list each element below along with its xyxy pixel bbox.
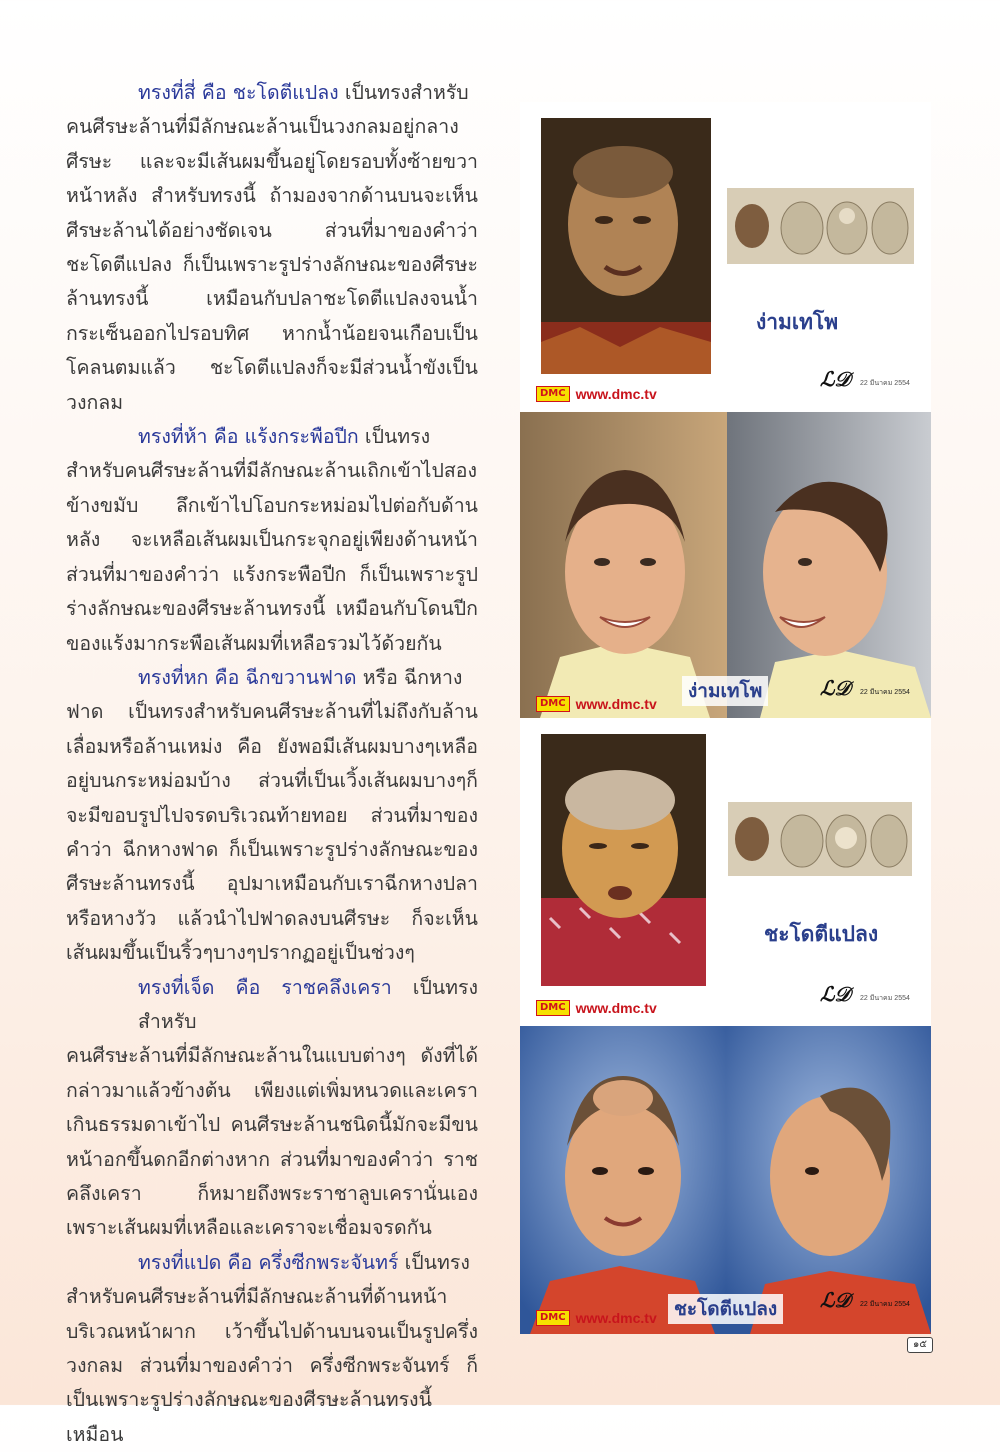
dmc-brand (536, 386, 657, 402)
dmc-brand (536, 1000, 657, 1016)
render-3d-heads (520, 412, 931, 718)
dmc-url: www.dmc.tv (575, 696, 657, 712)
dmc-logo: DMC (536, 1310, 570, 1326)
paragraph-body: สำหรับคนศีรษะล้านที่มีลักษณะล้านเถิกเข้าไปสองข้างขมับ ลึกเข้าไปโอบกระหม่อมไปต่อกับด้านหลัง จะเหลือเส้นผมเป็นกระจุกอยู่เพียงด้านหน้า ส่วนที่มาของคำว่า แร้งกระพือปีก ก็เป็นเพราะรูปร่างลักษณะของศีรษะล้านทรงนี้ เหมือนกับโดนปีกของแร้งมากระพือเส้นผมที่เหลือรวมไว้ด้วยกัน (66, 459, 478, 655)
paragraph-lead: ทรงที่ห้า คือ แร้งกระพือปีก (138, 425, 359, 449)
illustration-panel-4 (520, 1026, 931, 1334)
dmc-logo: DMC (536, 386, 570, 402)
paragraph-style-4 (66, 76, 478, 420)
dmc-logo: DMC (536, 1000, 570, 1016)
paragraph-first-line-rest: หรือ ฉีกหาง (356, 665, 463, 689)
paragraph-first-line-rest: เป็นทรง (358, 425, 431, 449)
paragraph-first-line-rest: เป็นทรงสำหรับ (338, 81, 469, 104)
paragraph-body: สำหรับคนศีรษะล้านที่มีลักษณะล้านที่ด้านหน้าบริเวณหน้าผาก เว้าขึ้นไปด้านบนจนเป็นรูปครึ่งวงกลม ส่วนที่มาของคำว่า ครึ่งซีกพระจันทร์ ก็เป็นเพราะรูปร่างลักษณะของศีรษะล้านทรงนี้ เหมือน (66, 1285, 478, 1446)
signature-date: 22 มีนาคม 2554 (860, 689, 910, 696)
illustration-panel-2 (520, 412, 931, 718)
signature-date: 22 มีนาคม 2554 (860, 1301, 910, 1308)
paragraph-lead: ทรงที่สี่ คือ ชะโดตีแปลง (138, 81, 339, 104)
signature: ℒ𝒟 (820, 367, 851, 391)
panel-caption: ชะโดตีแปลง (764, 921, 879, 946)
article-text-column (66, 76, 478, 1452)
dmc-brand (536, 696, 657, 712)
paragraph-body: คนศีรษะล้านที่มีลักษณะล้านเป็นวงกลมอยู่กลางศีรษะ และจะมีเส้นผมขึ้นอยู่โดยรอบทั้งซ้ายขวาหน้าหลัง สำหรับทรงนี้ ถ้ามองจากด้านบนจะเห็นศีรษะล้านได้อย่างชัดเจน ส่วนที่มาของคำว่า ชะโดตีแปลง ก็เป็นเพราะรูปร่างลักษณะของศีรษะล้านทรงนี้ เหมือนกับปลาชะโดตีแปลงจนน้ำกระเซ็นออกไปรอบทิศ หากน้ำน้อยจนเกือบเป็นโคลนตมแล้ว ชะโดตีแปลงก็จะมีส่วนน้ำขังเป็นวงกลม (66, 115, 478, 414)
paragraph-lead: ทรงที่เจ็ด คือ ราชคลึงเครา (138, 975, 392, 999)
signature: ℒ𝒟 (820, 982, 851, 1006)
panel-caption: ง่ามเทโพ (756, 309, 839, 334)
signature-date: 22 มีนาคม 2554 (860, 380, 910, 387)
dmc-brand (536, 1310, 657, 1326)
dmc-url: www.dmc.tv (575, 1310, 657, 1326)
paragraph-body: ฟาด เป็นทรงสำหรับคนศีรษะล้านที่ไม่ถึงกับล้านเลื่อมหรือล้านเหม่ง คือ ยังพอมีเส้นผมบางๆเหลืออยู่บนกระหม่อมบ้าง ส่วนที่เป็นเวิ้งเส้นผมบางๆก็จะมีขอบรูปไปจรดบริเวณท้ายทอย ส่วนที่มาของคำว่า ฉีกหางฟาด ก็เป็นเพราะรูปร่างลักษณะของศีรษะล้านทรงนี้ อุปมาเหมือนกับเราฉีกหางปลาหรือหางวัว แล้วนำไปฟาดลงบนศีรษะ ก็จะเห็นเส้นผมขึ้นเป็นริ้วๆบางๆปรากฏอยู่เป็นช่วงๆ (66, 700, 478, 965)
head-sketch-strip (728, 802, 912, 876)
paragraph-style-7 (66, 971, 478, 1246)
panel-caption: ชะโดตีแปลง (674, 1298, 778, 1320)
paragraph-lead: ทรงที่หก คือ ฉีกขวานฟาด (138, 665, 357, 689)
page-number: ๑๕ (907, 1337, 933, 1353)
signature-date: 22 มีนาคม 2554 (860, 995, 910, 1002)
illustration-panel-3 (520, 718, 931, 1026)
dmc-logo: DMC (536, 696, 570, 712)
panel-caption: ง่ามเทโพ (688, 680, 763, 702)
dmc-url: www.dmc.tv (575, 386, 657, 402)
paragraph-lead: ทรงที่แปด คือ ครึ่งซีกพระจันทร์ (138, 1250, 399, 1274)
illustration-panel-1 (520, 102, 931, 412)
signature: ℒ𝒟 (820, 676, 851, 700)
render-3d-heads (520, 1026, 931, 1334)
dmc-url: www.dmc.tv (575, 1000, 657, 1016)
paragraph-first-line-rest: เป็นทรง (398, 1250, 470, 1274)
signature: ℒ𝒟 (820, 1288, 851, 1312)
paragraph-style-8 (66, 1246, 478, 1452)
head-sketch-strip (727, 188, 914, 264)
paragraph-style-6 (66, 661, 478, 971)
paragraph-first-line-rest: เป็นทรงสำหรับ (138, 975, 479, 1033)
paragraph-style-5 (66, 420, 478, 661)
paragraph-body: คนศีรษะล้านที่มีลักษณะล้านในแบบต่างๆ ดังที่ได้กล่าวมาแล้วข้างต้น เพียงแต่เพิ่มหนวดและเคราเกินธรรมดาเข้าไป คนศีรษะล้านชนิดนี้มักจะมีขนหน้าอกขึ้นดกอีกต่างหาก ส่วนที่มาของคำว่า ราชคลึงเครา ก็หมายถึงพระราชาลูบเครานั่นเองเพราะเส้นผมที่เหลือและเคราจะเชื่อมจรดกัน (66, 1044, 478, 1240)
